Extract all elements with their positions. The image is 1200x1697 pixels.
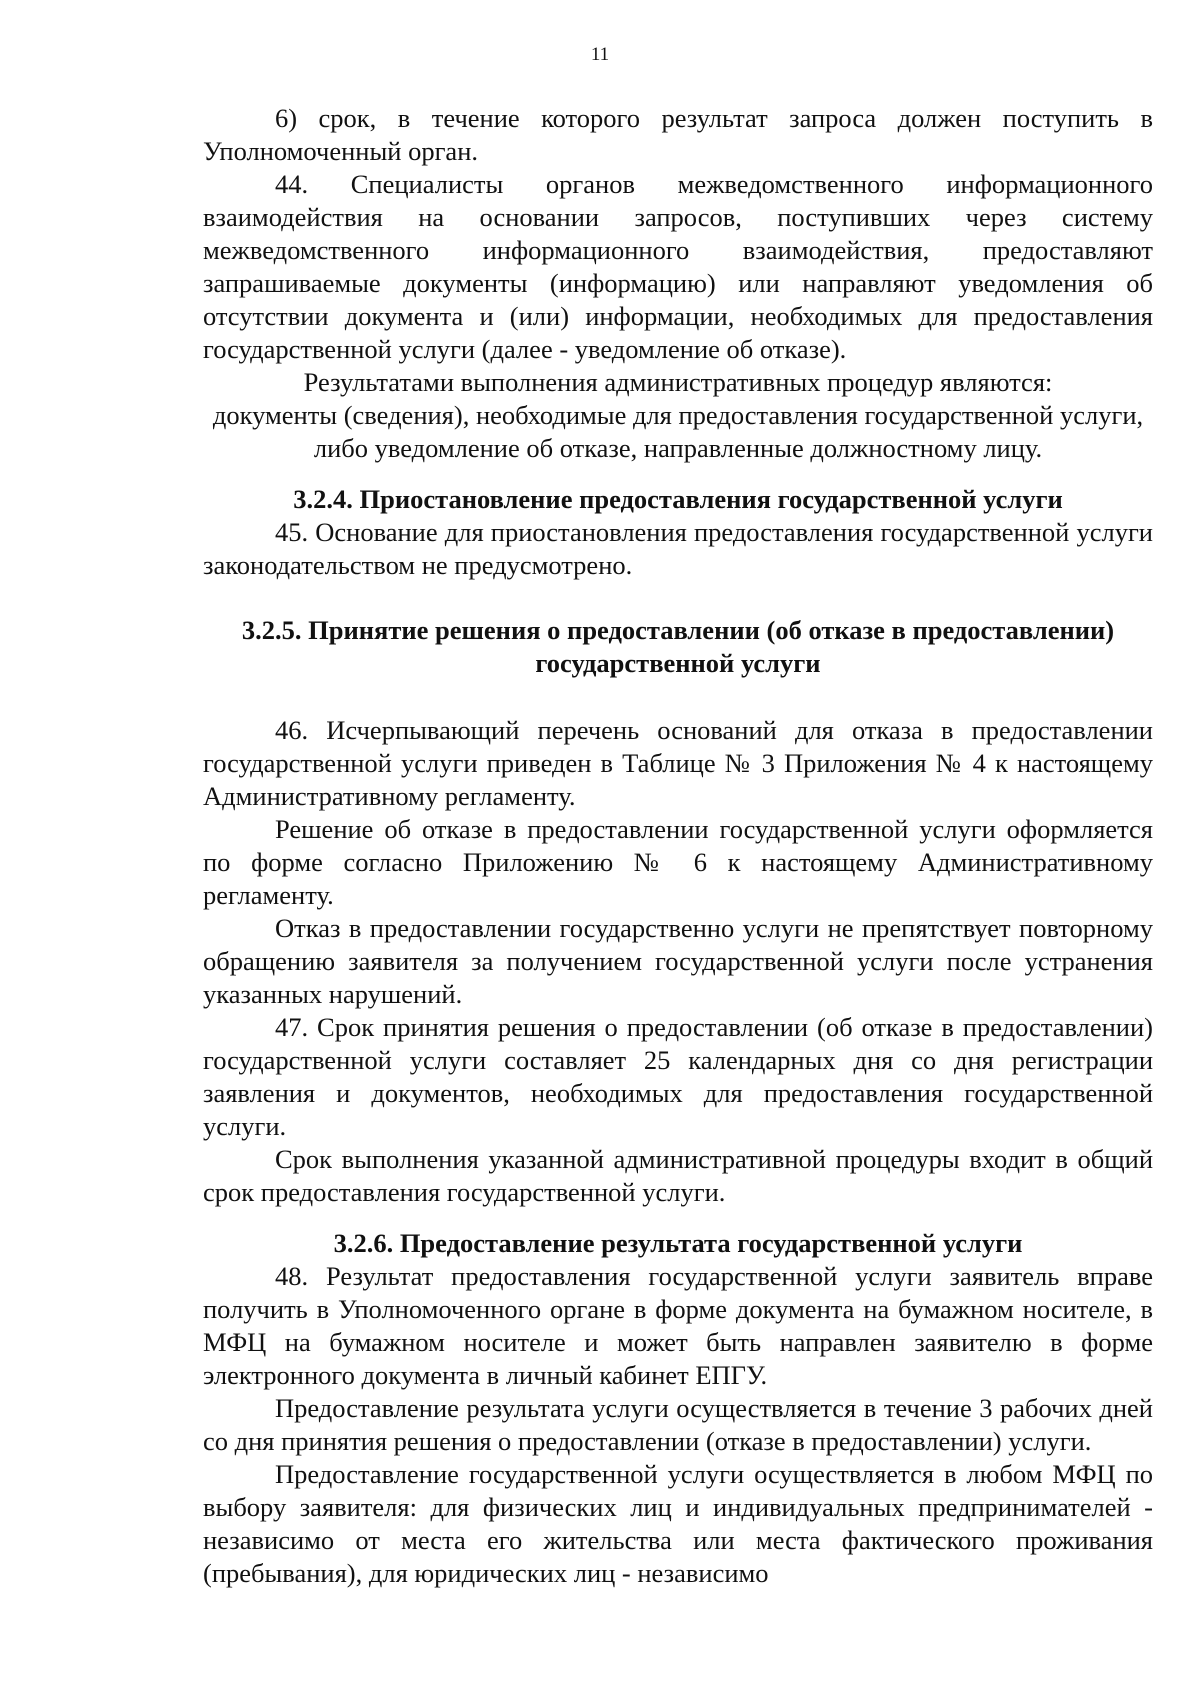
- paragraph-48: 48. Результат предоставления государственной услуги заявитель вправе получить в Уполномоченного органе в форме документа на бумажном носителе, в МФЦ на бумажном носителе и может быть направлен заявителю в форме электронного документа в личный кабинет ЕПГУ.: [203, 1261, 1153, 1390]
- paragraph-procedure-term: Срок выполнения указанной административной процедуры входит в общий срок предоставления государственной услуги.: [203, 1144, 1153, 1207]
- spacer: [203, 582, 1153, 614]
- paragraph-results-intro: Результатами выполнения административных процедур являются:: [303, 367, 1053, 397]
- paragraph-result-term: Предоставление результата услуги осуществляется в течение 3 рабочих дней со дня принятия решения о предоставлении (отказе в предоставлении) услуги.: [203, 1393, 1153, 1456]
- page-number: 11: [590, 44, 610, 65]
- paragraph-refusal-decision: Решение об отказе в предоставлении государственной услуги оформляется по форме согласно Приложению № 6 к настоящему Административному регламенту.: [203, 814, 1153, 910]
- section-heading-3-2-5: 3.2.5. Принятие решения о предоставлении (об отказе в предоставлении) государственной услуги: [241, 615, 1115, 678]
- paragraph-refusal-repeat: Отказ в предоставлении государственно услуги не препятствует повторному обращению заявителя за получением государственной услуги после устранения указанных нарушений.: [203, 913, 1153, 1009]
- paragraph-46: 46. Исчерпывающий перечень оснований для отказа в предоставлении государственной услуги приведен в Таблице № 3 Приложения № 4 к настоящему Административному регламенту.: [203, 715, 1153, 811]
- paragraph-item-6: 6) срок, в течение которого результат запроса должен поступить в Уполномоченный орган.: [203, 103, 1153, 166]
- paragraph-44: 44. Специалисты органов межведомственного информационного взаимодействия на основании запросов, поступивших через систему межведомственного информационного взаимодействия, предоставляют запрашиваемые документы (информацию) или направляют уведомления об отсутствии документа и (или) информации, необходимых для предоставления государственной услуги (далее - уведомление об отказе).: [203, 169, 1153, 364]
- spacer: [203, 680, 1153, 714]
- document-body: [203, 102, 1153, 1590]
- paragraph-results-list: документы (сведения), необходимые для предоставления государственной услуги, либо уведомление об отказе, направленные должностному лицу.: [212, 400, 1144, 463]
- section-heading-3-2-4: 3.2.4. Приостановление предоставления государственной услуги: [293, 484, 1063, 514]
- section-heading-3-2-6: 3.2.6. Предоставление результата государственной услуги: [333, 1228, 1023, 1258]
- paragraph-mfc: Предоставление государственной услуги осуществляется в любом МФЦ по выбору заявителя: для физических лиц и индивидуальных предпринимателей - независимо от места его жительства или места фактического проживания (пребывания), для юридических лиц - независимо: [203, 1459, 1153, 1588]
- paragraph-45: 45. Основание для приостановления предоставления государственной услуги законодательством не предусмотрено.: [203, 517, 1153, 580]
- paragraph-47: 47. Срок принятия решения о предоставлении (об отказе в предоставлении) государственной услуги составляет 25 календарных дня со дня регистрации заявления и документов, необходимых для предоставления государственной услуги.: [203, 1012, 1153, 1141]
- spacer: [203, 1209, 1153, 1227]
- spacer: [203, 465, 1153, 483]
